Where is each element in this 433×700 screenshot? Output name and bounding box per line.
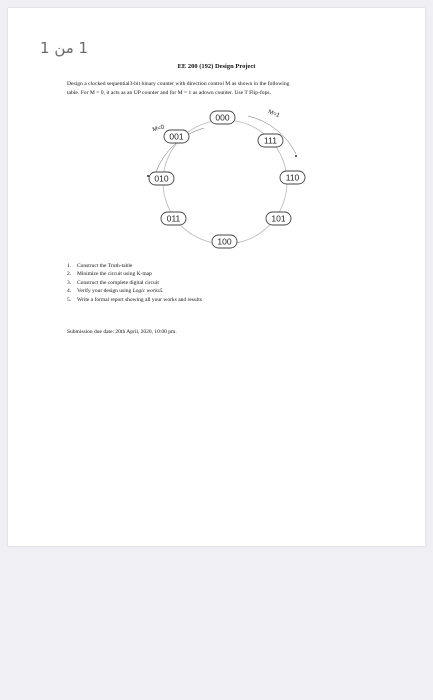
document-title: EE 200 (192) Design Project: [177, 63, 256, 70]
task-item: 2. Minimize the circuit using K-map: [67, 271, 152, 278]
intro-line-1: Design a clocked sequential3-bit binary counter with direction control M as shown in the following: [67, 81, 290, 87]
state-101: [266, 212, 291, 225]
state-001: [164, 130, 189, 143]
task-item: 1. Construct the Truth-table: [67, 263, 133, 269]
svg-text:111: 111: [264, 135, 277, 146]
svg-text:011: 011: [166, 213, 181, 224]
svg-text:100: 100: [217, 236, 232, 247]
svg-text:001: 001: [169, 131, 184, 142]
task-item: 4. Verify your design using Logic works5.: [67, 288, 164, 295]
state-100: [212, 235, 237, 248]
down-arrow-head: [295, 155, 297, 157]
task-item: 3. Construct the complete digital circuit: [67, 279, 159, 286]
state-111: [258, 134, 283, 147]
label-down: M=1: [267, 109, 281, 120]
svg-text:010: 010: [154, 173, 169, 184]
state-010: [149, 172, 174, 185]
state-110: [280, 171, 305, 184]
task-list: [67, 262, 202, 304]
document-page: [8, 8, 425, 546]
state-000: [210, 111, 235, 124]
up-arrow-head: [147, 175, 149, 177]
submission-date: Submission due date: 20th April, 2020, 10:00 pm.: [67, 329, 177, 335]
state-diagram: [140, 106, 310, 254]
page-indicator: 1 من 1: [40, 39, 89, 57]
intro-paragraph: [67, 80, 387, 97]
intro-line-2: table. For M = 0, it acts as an UP counter and for M = 1 as adown counter. Use T Flip-fops.: [67, 89, 271, 96]
label-up: M=0: [152, 124, 165, 134]
svg-text:000: 000: [215, 112, 230, 123]
svg-text:110: 110: [285, 172, 300, 183]
state-011: [161, 212, 186, 225]
task-item: 5. Write a formal report showing all your works and results: [67, 296, 202, 303]
svg-text:101: 101: [271, 213, 286, 224]
